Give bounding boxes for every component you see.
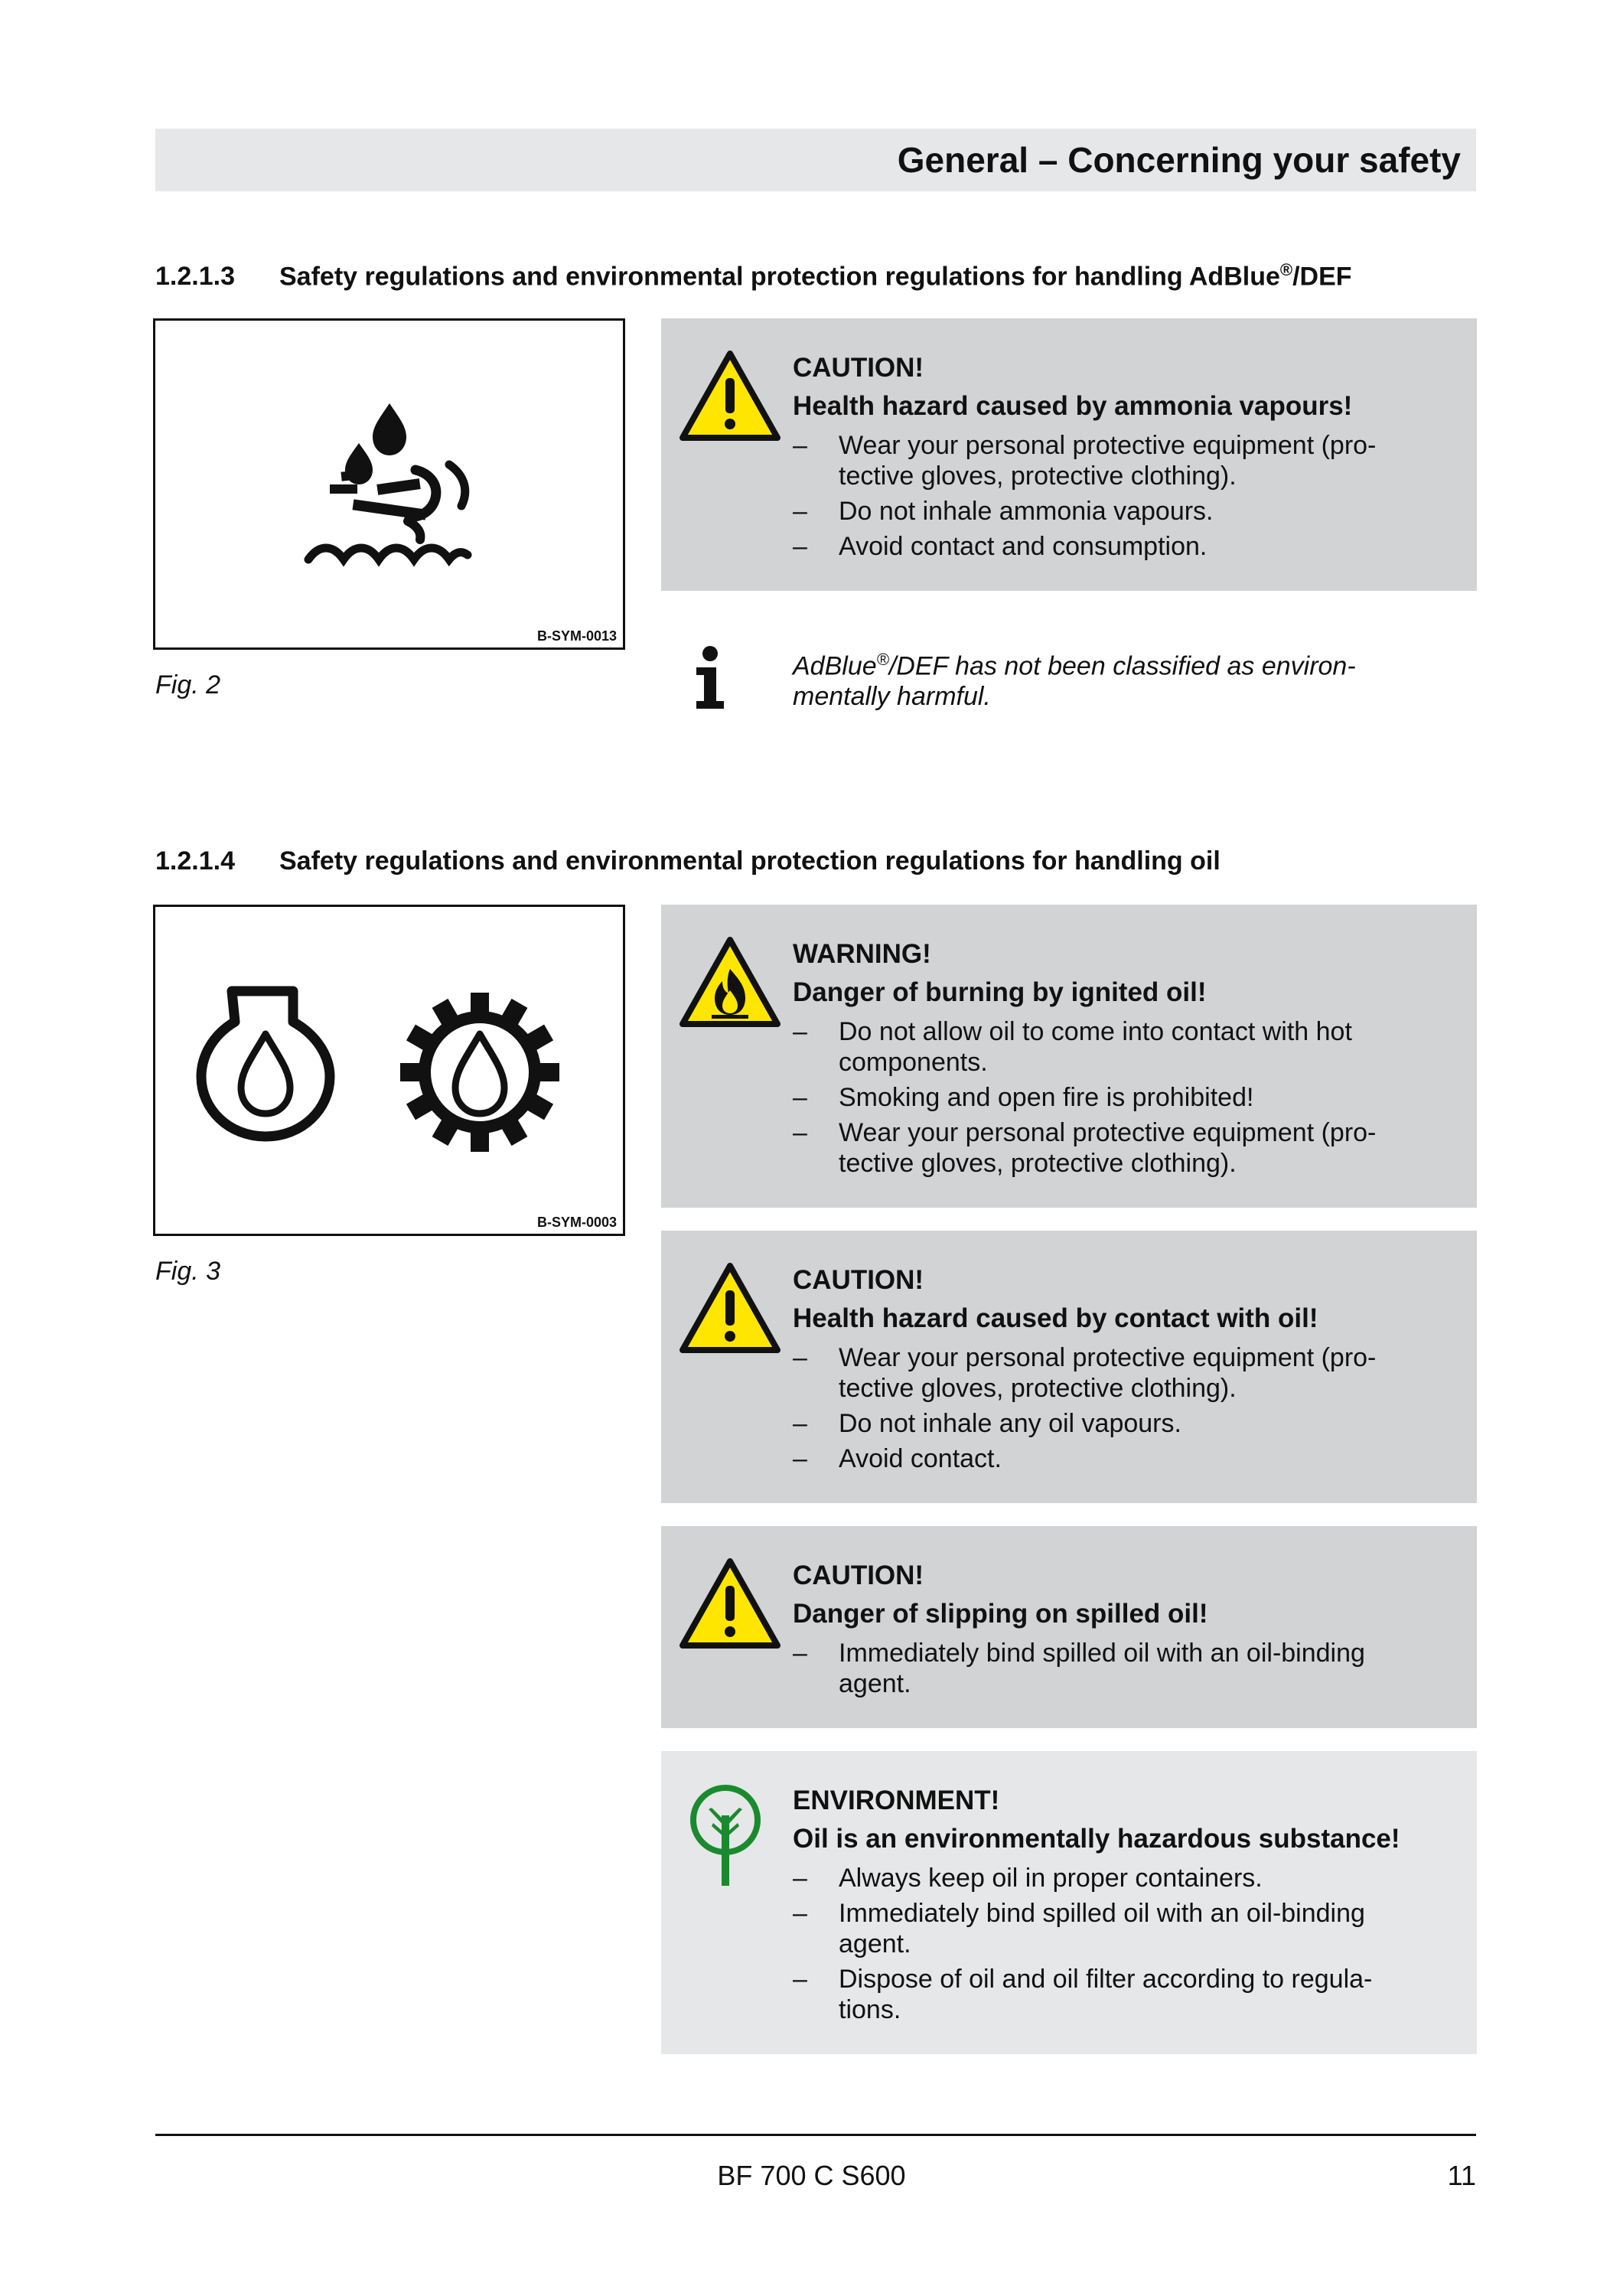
- list-item: – Avoid contact and consumption.: [793, 532, 1207, 561]
- list-item: – Avoid contact.: [793, 1444, 1002, 1473]
- fire-warning-icon: [678, 935, 782, 1029]
- section-title-text: Safety regulations and environmental protection regulations for handling oil: [279, 846, 1221, 876]
- oil-symbols-icon: [155, 907, 623, 1234]
- registered-mark: ®: [1279, 260, 1293, 279]
- list-item: – Immediately bind spilled oil with an oil-binding agent.: [793, 1899, 1365, 1958]
- notice-headline: Oil is an environmentally hazardous substance!: [793, 1824, 1400, 1854]
- figure-id-label: B-SYM-0013: [536, 628, 617, 644]
- notice-headline: Health hazard caused by ammonia vapours!: [793, 391, 1353, 421]
- notice-kind: ENVIRONMENT!: [793, 1786, 1000, 1815]
- section-number: 1.2.1.3: [155, 262, 235, 292]
- figure-caption: Fig. 3: [155, 1257, 221, 1286]
- environment-notice: [661, 1751, 1477, 2054]
- list-item: – Do not allow oil to come into contact with hot components.: [793, 1017, 1352, 1077]
- caution-notice-slipping: [661, 1526, 1477, 1728]
- list-item: – Immediately bind spilled oil with an oil-binding agent.: [793, 1639, 1365, 1698]
- info-note-text: AdBlue®/DEF has not been classified as environ-mentally harmful.: [793, 650, 1356, 712]
- section-title-text: Safety regulations and environmental protection regulations for handling AdBlue: [279, 262, 1280, 292]
- caution-notice-contact: [661, 1231, 1477, 1503]
- notice-headline: Health hazard caused by contact with oil!: [793, 1303, 1318, 1333]
- list-item: – Wear your personal protective equipment (pro-tective gloves, protective clothing).: [793, 431, 1377, 491]
- engine-oil-icon: [201, 991, 330, 1137]
- page-header-bar: [155, 129, 1476, 191]
- list-item: – Wear your personal protective equipment (pro-tective gloves, protective clothing).: [793, 1118, 1377, 1178]
- section-title-oil: [155, 846, 1221, 876]
- footer-model: BF 700 C S600: [717, 2160, 906, 2191]
- list-item: – Do not inhale any oil vapours.: [793, 1409, 1181, 1438]
- list-item: – Wear your personal protective equipment (pro-tective gloves, protective clothing).: [793, 1343, 1377, 1403]
- notice-list: [793, 1016, 1431, 1179]
- notice-list: [793, 430, 1431, 562]
- figure-oil: [153, 905, 625, 1236]
- notice-list: [793, 1342, 1431, 1474]
- warning-notice-burning: [661, 905, 1477, 1208]
- notice-kind: CAUTION!: [793, 1561, 924, 1590]
- warning-triangle-icon: [678, 1261, 782, 1355]
- tree-environment-icon: [687, 1782, 771, 1889]
- list-item: – Always keep oil in proper containers.: [793, 1864, 1263, 1893]
- info-icon: [692, 646, 728, 710]
- warning-triangle-icon: [678, 349, 782, 442]
- warning-triangle-icon: [678, 1557, 782, 1650]
- page-number: 11: [1447, 2160, 1476, 2191]
- section-number: 1.2.1.4: [155, 846, 235, 876]
- figure-adblue: [153, 318, 625, 650]
- gear-oil-icon: [400, 993, 559, 1152]
- section-title-suffix: /DEF: [1292, 262, 1352, 292]
- figure-id-label: B-SYM-0003: [536, 1215, 617, 1230]
- list-item: – Dispose of oil and oil filter according to regula-tions.: [793, 1965, 1373, 2024]
- notice-kind: CAUTION!: [793, 1265, 924, 1295]
- notice-kind: WARNING!: [793, 939, 931, 969]
- section-title-adblue: [155, 260, 1352, 292]
- notice-headline: Danger of slipping on spilled oil!: [793, 1599, 1208, 1629]
- footer-divider: [155, 2134, 1476, 2136]
- page-header-title: General – Concerning your safety: [897, 140, 1461, 180]
- list-item: – Smoking and open fire is prohibited!: [793, 1083, 1254, 1112]
- registered-mark: ®: [876, 650, 889, 669]
- adblue-symbol-icon: [155, 321, 623, 647]
- caution-notice-ammonia: [661, 318, 1477, 591]
- notice-headline: Danger of burning by ignited oil!: [793, 977, 1207, 1007]
- notice-list: [793, 1863, 1431, 2025]
- figure-caption: Fig. 2: [155, 670, 221, 700]
- notice-kind: CAUTION!: [793, 353, 924, 383]
- list-item: – Do not inhale ammonia vapours.: [793, 497, 1214, 526]
- notice-list: [793, 1638, 1431, 1699]
